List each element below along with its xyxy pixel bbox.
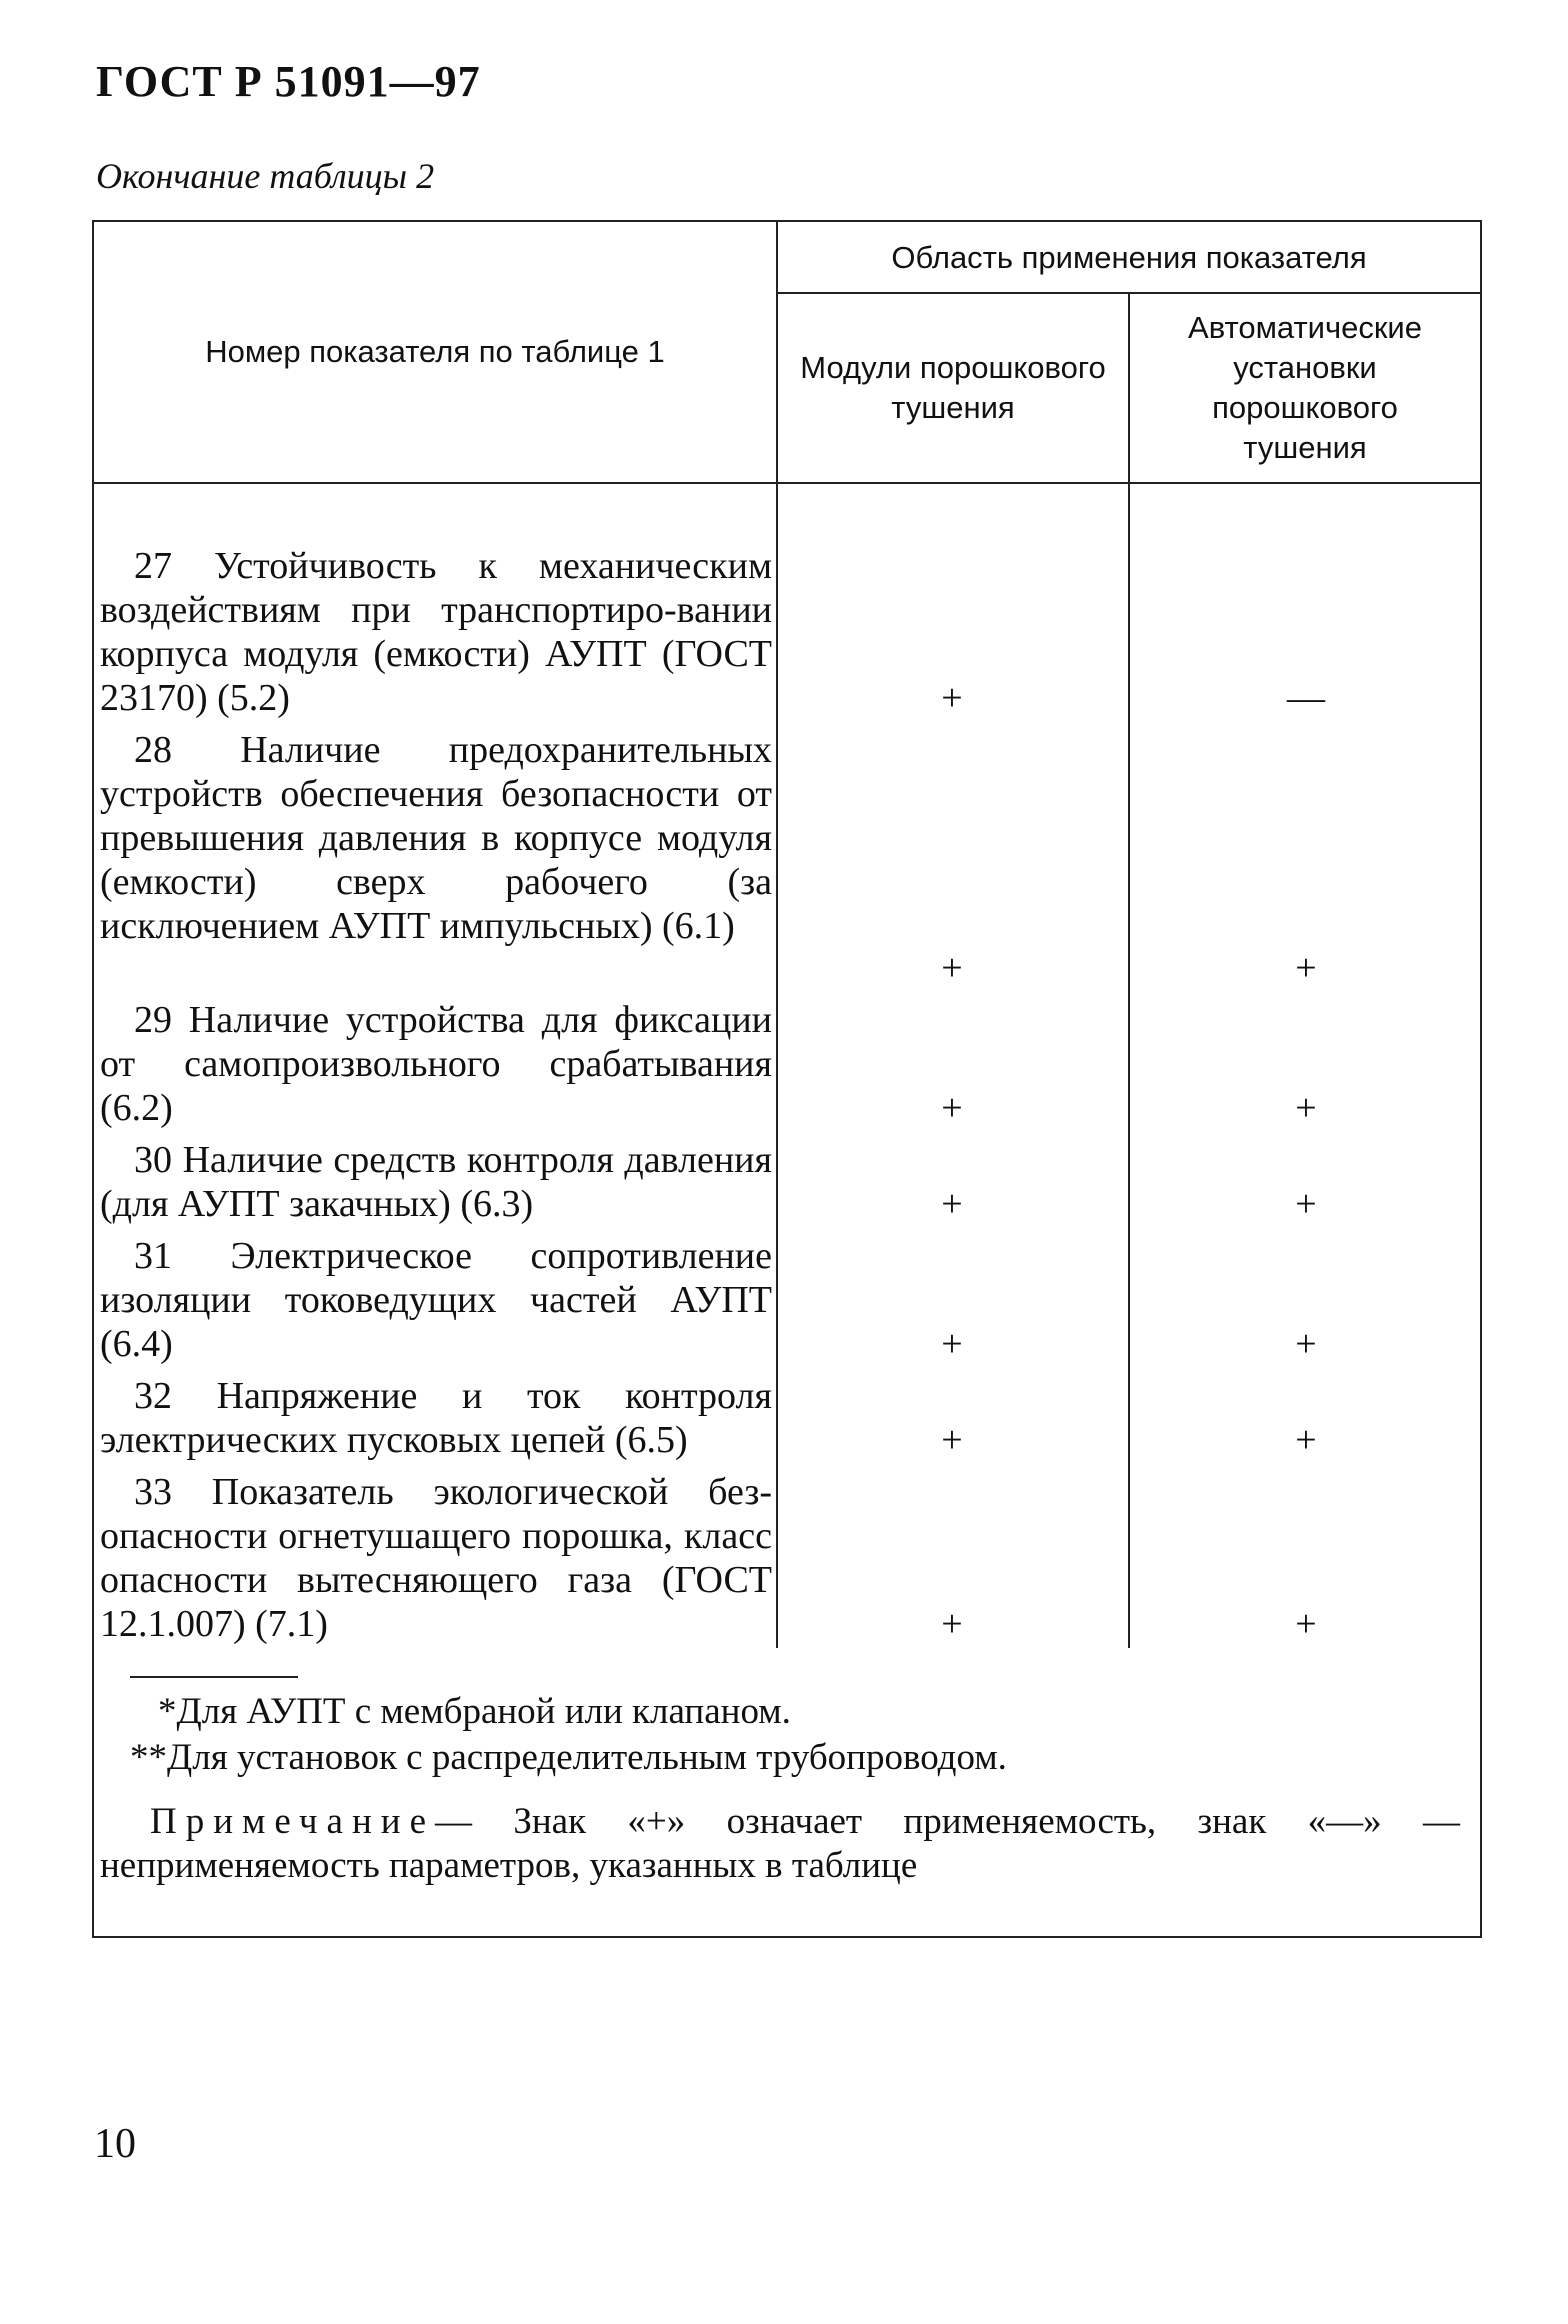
row-30-installations-value: + xyxy=(1295,1183,1317,1225)
table-row-31: 31 Электрическое сопротивление изоляции токоведущих частей АУПТ (6.4) xyxy=(100,1235,772,1365)
row-29-modules-value: + xyxy=(941,1087,963,1129)
row-27-modules-value: + xyxy=(941,677,963,719)
row-31-modules-value: + xyxy=(941,1323,963,1365)
row-27-installations-value: — xyxy=(1287,677,1325,719)
table-row-28: 28 Наличие предохранительных устройств обеспечения безопасности от превышения давления в корпусе модуля (емкости) сверх рабочего (за исключением АУПТ импульсных) (6.1) xyxy=(100,729,772,947)
col-installations-header: Автоматические установки порошкового тушения xyxy=(1188,310,1422,465)
row-31-installations-value: + xyxy=(1295,1323,1317,1365)
row-30-modules-value: + xyxy=(941,1183,963,1225)
col-divider-vertical xyxy=(1128,292,1130,1648)
row-32-installations-value: + xyxy=(1295,1419,1317,1461)
table-row-33: 33 Показатель экологической без-опасности огнетушащего порошка, класс опасности вытесняющего газа (ГОСТ 12.1.007) (7.1) xyxy=(100,1471,772,1645)
page-number: 10 xyxy=(94,2121,136,2167)
footnote-separator xyxy=(130,1676,298,1678)
table-note xyxy=(100,1800,1460,1888)
col-indicator-number-header: Номер показателя по таблице 1 xyxy=(205,334,665,369)
header-divider-vertical xyxy=(776,222,778,1648)
row-28-installations-value: + xyxy=(1295,947,1317,989)
row-33-modules-value: + xyxy=(941,1603,963,1645)
footnote-distribution: **Для установок с распределительным трубопроводом. xyxy=(130,1737,1007,1778)
row-28-modules-value: + xyxy=(941,947,963,989)
group-application-header: Область применения показателя xyxy=(891,240,1367,275)
table-row-27: 27 Устойчивость к механическим воздействиям при транспортиро-вании корпуса модуля (емкости) АУПТ (ГОСТ 23170) (5.2) xyxy=(100,545,772,719)
document-code: ГОСТ Р 51091—97 xyxy=(96,57,481,106)
col-modules-header: Модули порошкового тушения xyxy=(800,350,1106,425)
row-33-installations-value: + xyxy=(1295,1603,1317,1645)
table-continuation-label: Окончание таблицы 2 xyxy=(96,156,435,196)
header-bottom-line xyxy=(92,482,1482,484)
note-label: Примечание xyxy=(150,1801,435,1842)
footnote-membrane: *Для АУПТ с мембраной или клапаном. xyxy=(158,1691,791,1732)
row-32-modules-value: + xyxy=(941,1419,963,1461)
table-row-32: 32 Напряжение и ток контроля электрических пусковых цепей (6.5) xyxy=(100,1375,772,1461)
table-row-30: 30 Наличие средств контроля давления (для АУПТ закачных) (6.3) xyxy=(100,1139,772,1225)
note-text: — Знак «+» означает применяемость, знак «—» — неприменяемость параметров, указанных в таблице xyxy=(100,1801,1460,1886)
table-row-29: 29 Наличие устройства для фиксации от самопроизвольного срабатывания (6.2) xyxy=(100,999,772,1129)
row-29-installations-value: + xyxy=(1295,1087,1317,1129)
